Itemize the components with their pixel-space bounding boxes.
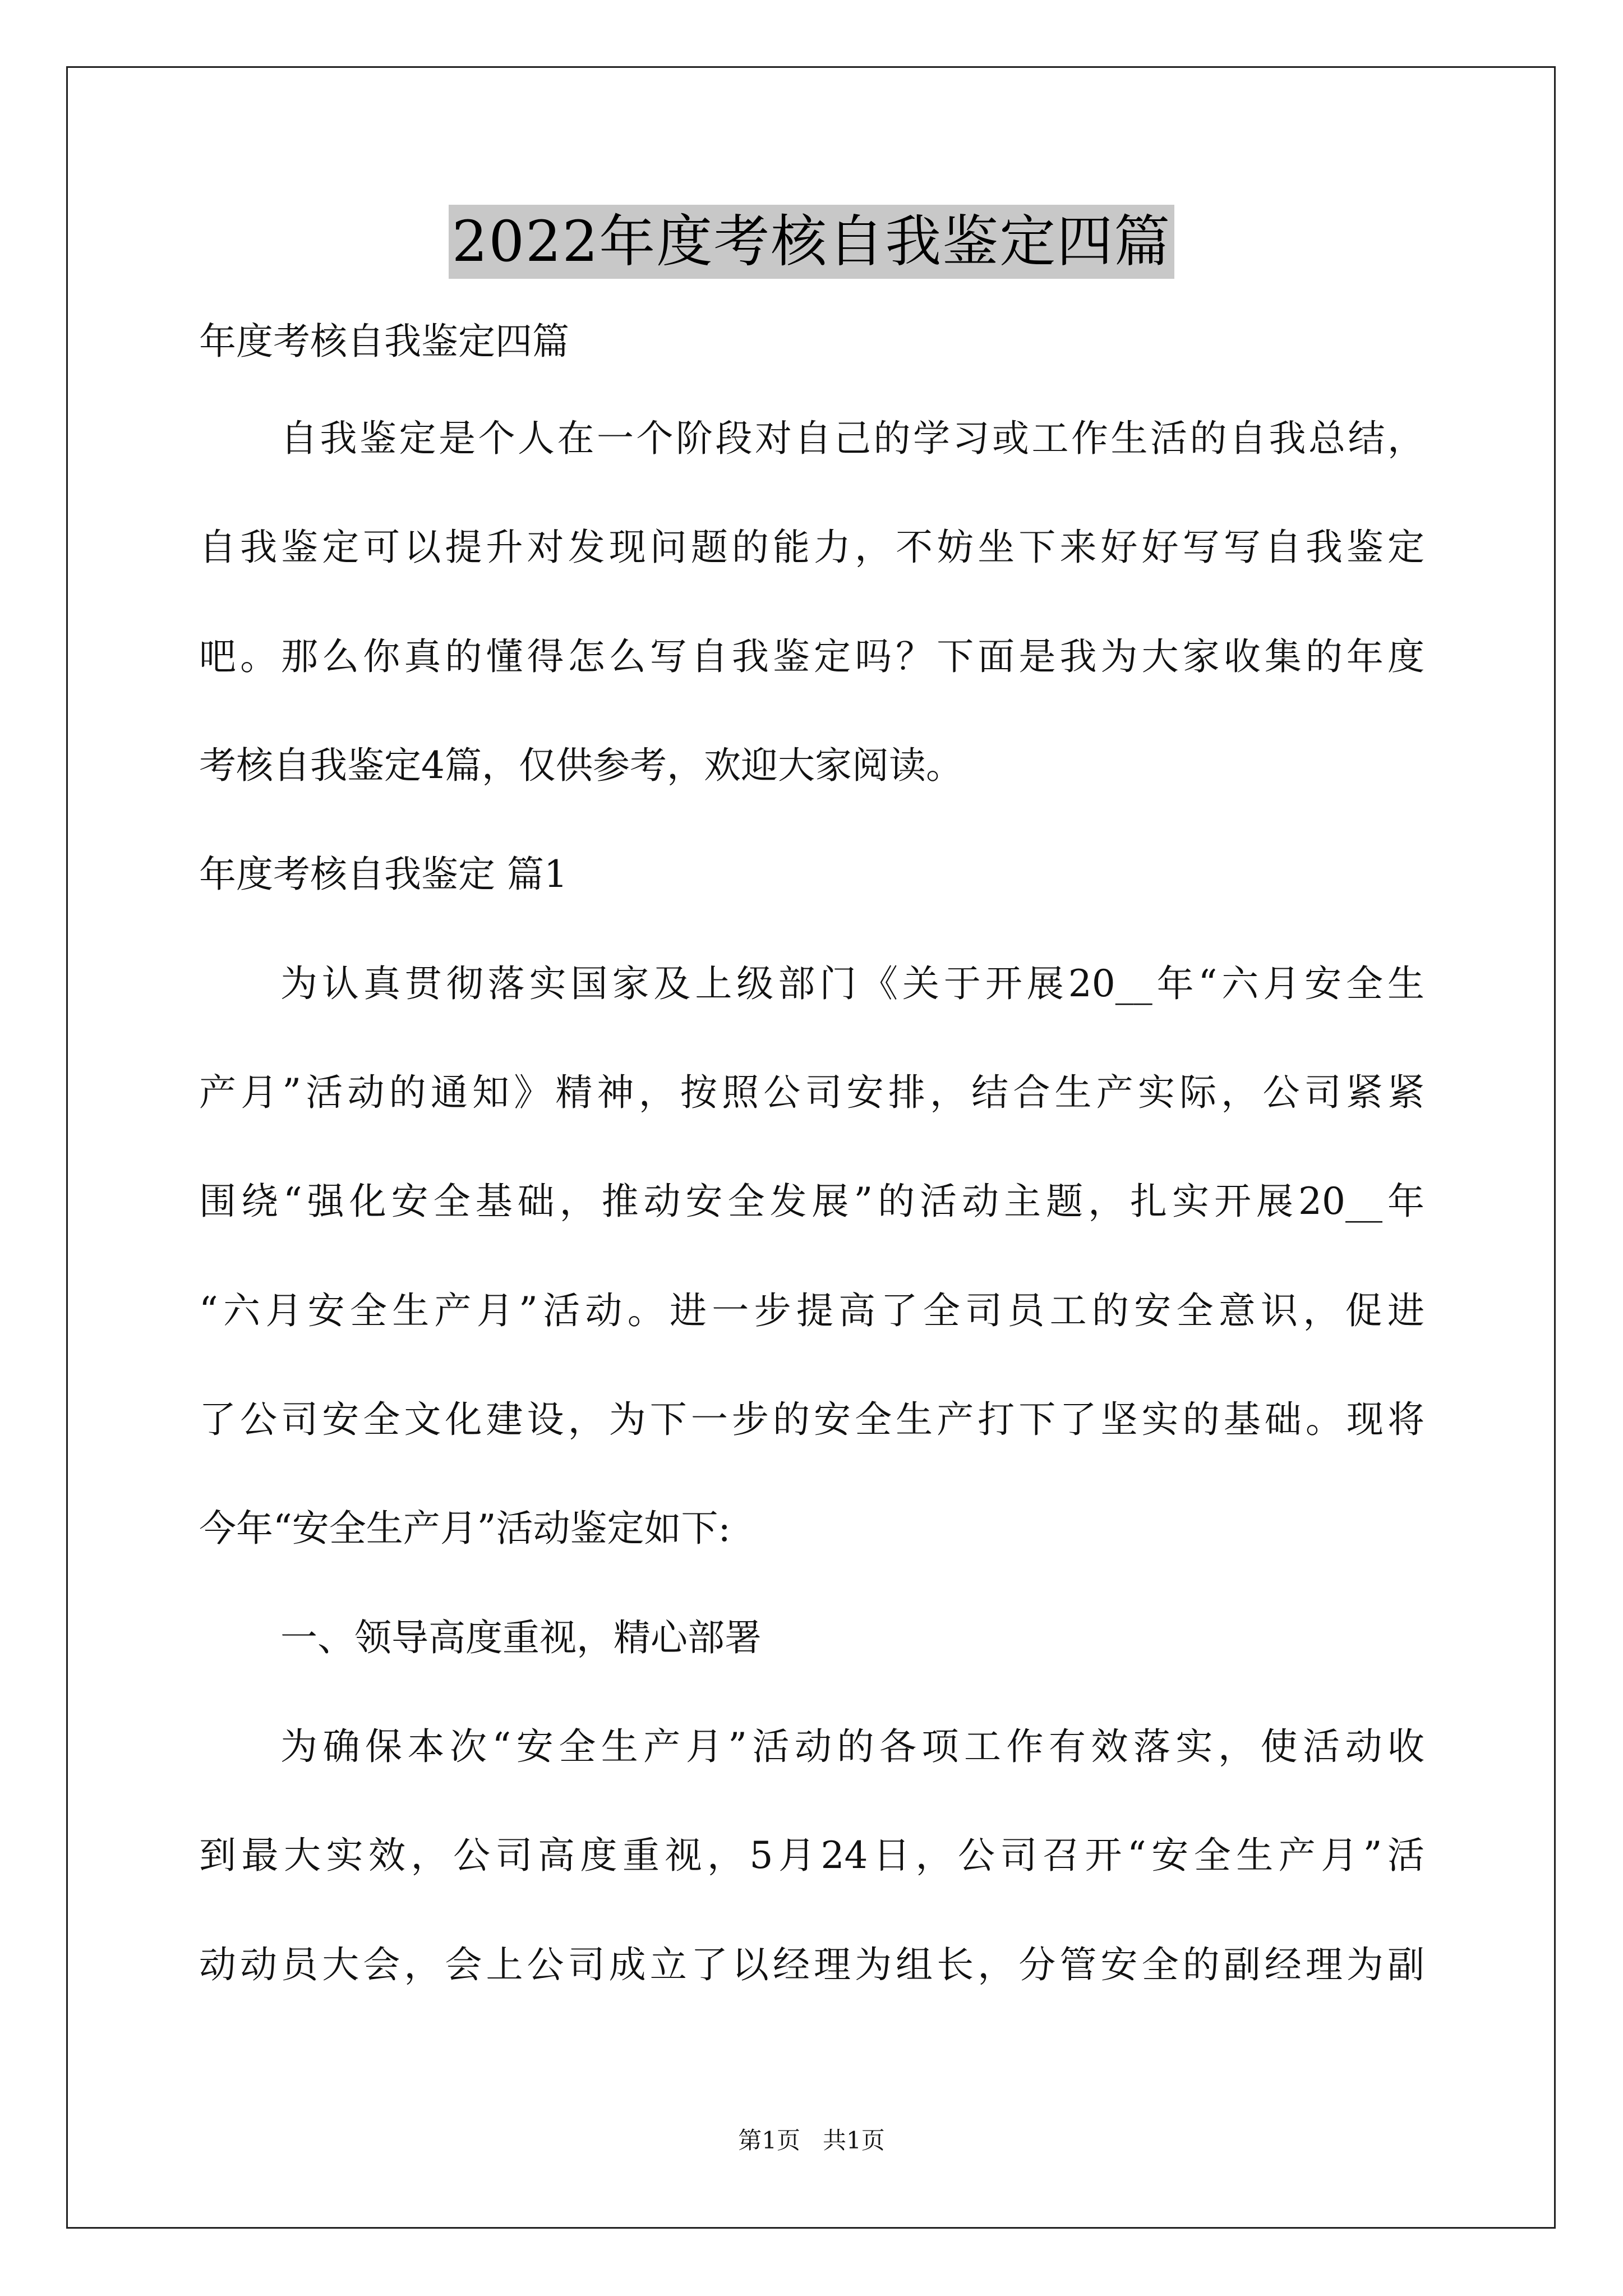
paragraph-line: 了公司安全文化建设，为下一步的安全生产打下了坚实的基础。现将 xyxy=(199,1398,1424,1441)
paragraph-line: “六月安全生产月”活动。进一步提高了全司员工的安全意识，促进 xyxy=(199,1289,1424,1332)
paragraph-line: 产月”活动的通知》精神，按照公司安排，结合生产实际，公司紧紧 xyxy=(199,1071,1424,1114)
document-title: 2022年度考核自我鉴定四篇 xyxy=(449,205,1175,279)
paragraph-line: 围绕“强化安全基础，推动安全发展”的活动主题，扎实开展20__年 xyxy=(199,1180,1424,1223)
paragraph-line: 为认真贯彻落实国家及上级部门《关于开展20__年“六月安全生 xyxy=(280,962,1424,1005)
page-border xyxy=(66,66,1556,2229)
title-container xyxy=(0,205,1623,279)
paragraph-line: 动动员大会，会上公司成立了以经理为组长，分管安全的副经理为副 xyxy=(199,1943,1424,1986)
paragraph-line: 自我鉴定可以提升对发现问题的能力，不妨坐下来好好写写自我鉴定 xyxy=(199,526,1424,569)
paragraph-line: 考核自我鉴定4篇，仅供参考，欢迎大家阅读。 xyxy=(199,744,963,787)
paragraph-line: 自我鉴定是个人在一个阶段对自己的学习或工作生活的自我总结， xyxy=(280,417,1424,460)
paragraph-line: 到最大实效，公司高度重视，5月24日，公司召开“安全生产月”活 xyxy=(199,1834,1424,1877)
paragraph-line: 吧。那么你真的懂得怎么写自我鉴定吗？下面是我为大家收集的年度 xyxy=(199,635,1424,678)
paragraph-line: 为确保本次“安全生产月”活动的各项工作有效落实，使活动收 xyxy=(280,1725,1424,1768)
section-heading: 年度考核自我鉴定 篇1 xyxy=(199,853,568,896)
page-number: 第1页 xyxy=(738,2127,800,2154)
page-total: 共1页 xyxy=(823,2127,885,2154)
page-footer xyxy=(0,2125,1623,2156)
subsection-heading: 一、领导高度重视，精心部署 xyxy=(280,1616,762,1659)
paragraph-line: 今年“安全生产月”活动鉴定如下: xyxy=(199,1507,731,1550)
subtitle-line: 年度考核自我鉴定四篇 xyxy=(199,320,569,363)
